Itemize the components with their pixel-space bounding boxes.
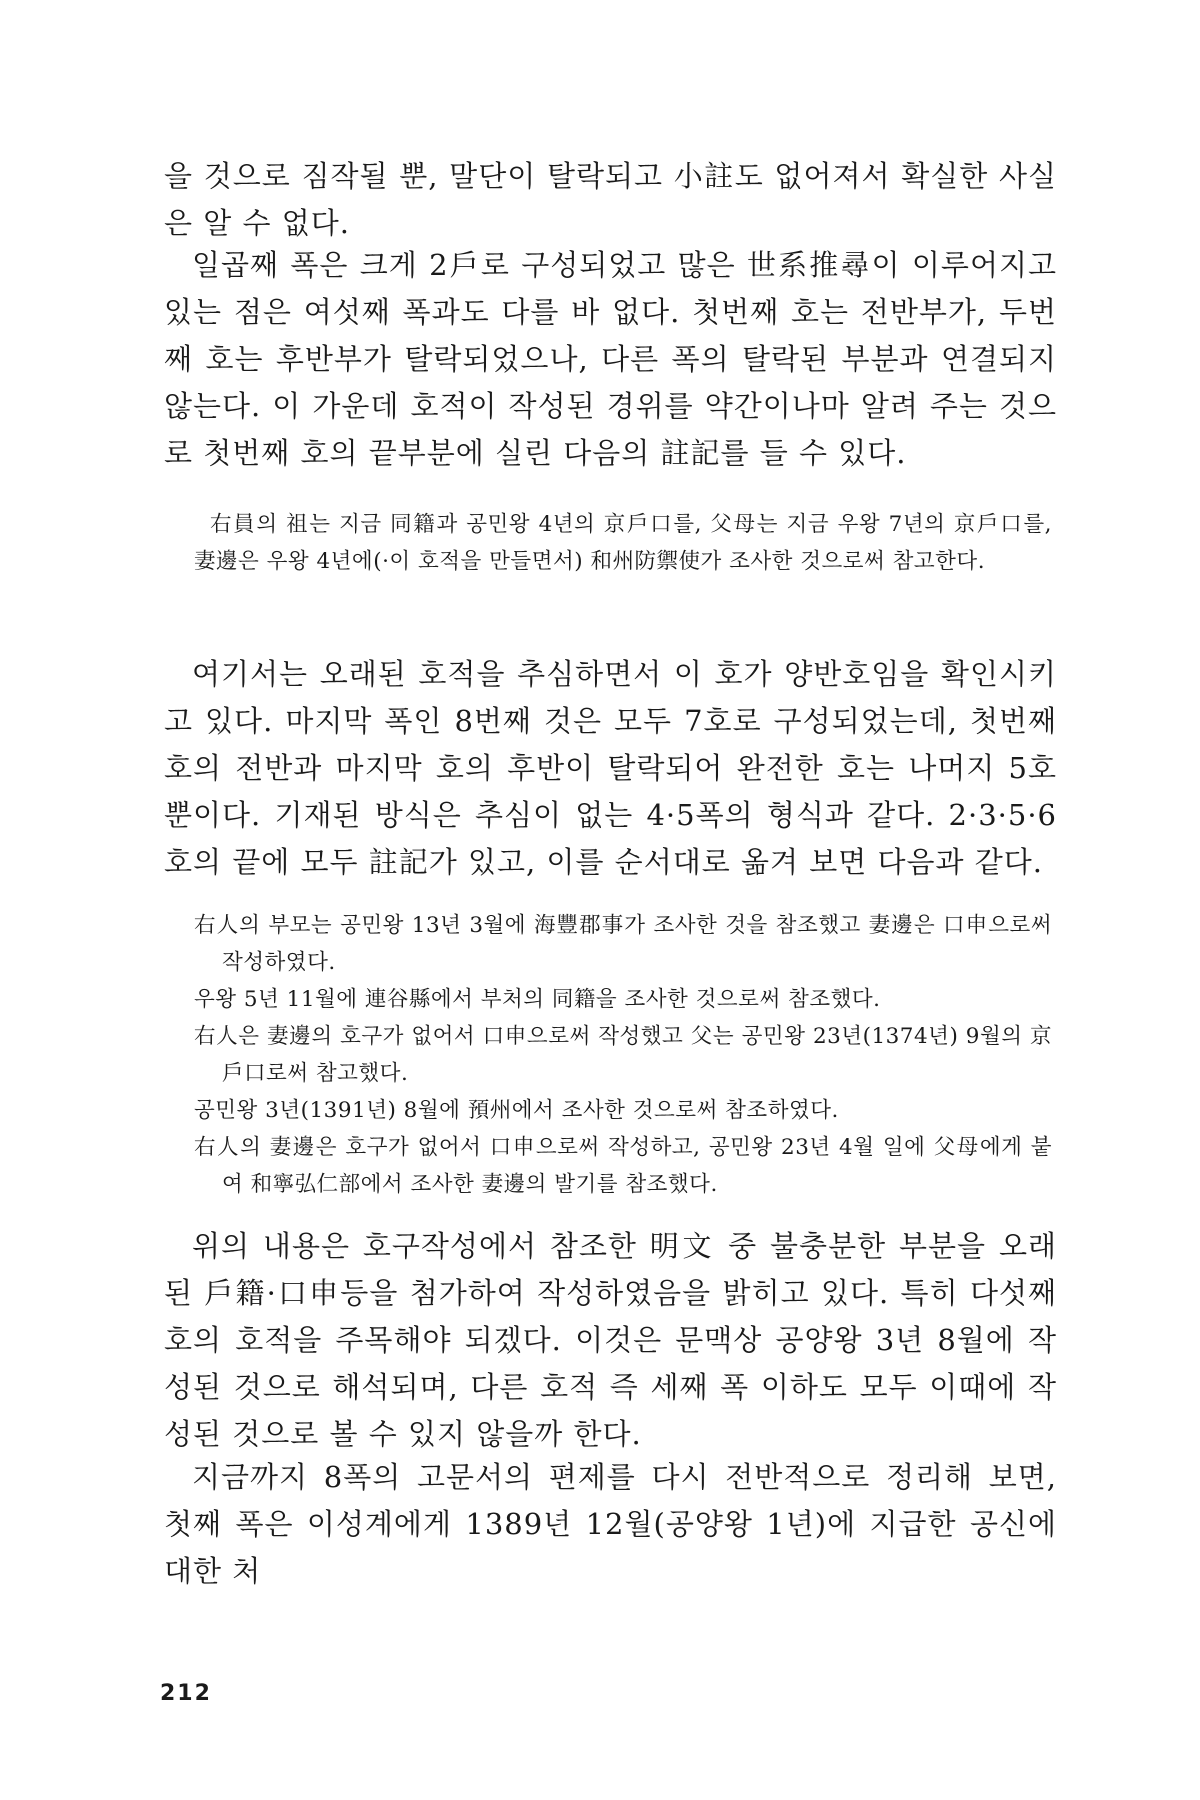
paragraph-eighth-panel: 여기서는 오래된 호적을 추심하면서 이 호가 양반호임을 확인시키고 있다. 마지막 폭인 8번째 것은 모두 7호로 구성되었는데, 첫번째 호의 전반과 마지막 호의 후반이 탈락되어 완전한 호는 나머지 5호뿐이다. 기재된 방식은 추심이 없는 4·5폭의 형식과 같다. 2·3·5·6호의 끝에 모두 註記가 있고, 이를 순서대로 옮겨 보면 다음과 같다. xyxy=(164,657,1057,879)
quote-note-item: 우왕 5년 11월에 連谷縣에서 부처의 同籍을 조사한 것으로써 참조했다. xyxy=(194,987,881,1012)
quote-note: 右員의 祖는 지금 同籍과 공민왕 4년의 京戶口를, 父母는 지금 우왕 7년의 京戶口를, 妻邊은 우왕 4년에(·이 호적을 만들면서) 和州防禦使가 조사한 것으로써 참고한다. xyxy=(194,512,1052,574)
paragraph-summary: 위의 내용은 호구작성에서 참조한 明文 중 불충분한 부분을 오래된 戶籍·口申등을 첨가하여 작성하였음을 밝히고 있다. 특히 다섯째 호의 호적을 주목해야 되겠다. 이것은 문맥상 공양왕 3년 8월에 작성된 것으로 해석되며, 다른 호적 즉 세째 폭 이하도 모두 이때에 작성된 것으로 볼 수 있지 않을까 한다. xyxy=(164,1229,1057,1451)
quote-note-item: 右人의 부모는 공민왕 13년 3월에 海豐郡事가 조사한 것을 참조했고 妻邊은 口申으로써 작성하였다. xyxy=(194,913,1052,975)
quote-note-item: 右人의 妻邊은 호구가 없어서 口申으로써 작성하고, 공민왕 23년 4월 일에 父母에게 붙여 和寧弘仁部에서 조사한 妻邊의 발기를 참조했다. xyxy=(194,1135,1052,1197)
paragraph-seventh-panel: 일곱째 폭은 크게 2戶로 구성되었고 많은 世系推尋이 이루어지고 있는 점은 여섯째 폭과도 다를 바 없다. 첫번째 호는 전반부가, 두번째 호는 후반부가 탈락되었으나, 다른 폭의 탈락된 부분과 연결되지 않는다. 이 가운데 호적이 작성된 경위를 약간이나마 알려 주는 것으로 첫번째 호의 끝부분에 실린 다음의 註記를 들 수 있다. xyxy=(164,248,1057,470)
paragraph-overview: 지금까지 8폭의 고문서의 편제를 다시 전반적으로 정리해 보면, 첫째 폭은 이성계에게 1389년 12월(공양왕 1년)에 지급한 공신에 대한 처 xyxy=(164,1460,1057,1588)
quote-note-item: 右人은 妻邊의 호구가 없어서 口申으로써 작성했고 父는 공민왕 23년(1374년) 9월의 京戶口로써 참고했다. xyxy=(194,1024,1052,1086)
quote-note-item: 공민왕 3년(1391년) 8월에 預州에서 조사한 것으로써 참조하였다. xyxy=(194,1098,839,1123)
quote-block-notes xyxy=(194,907,1052,1203)
page-number: 212 xyxy=(160,1681,212,1706)
paragraph-continuation: 을 것으로 짐작될 뿐, 말단이 탈락되고 小註도 없어져서 확실한 사실은 알 수 없다. xyxy=(164,159,1057,240)
quote-block-first xyxy=(194,506,1052,580)
